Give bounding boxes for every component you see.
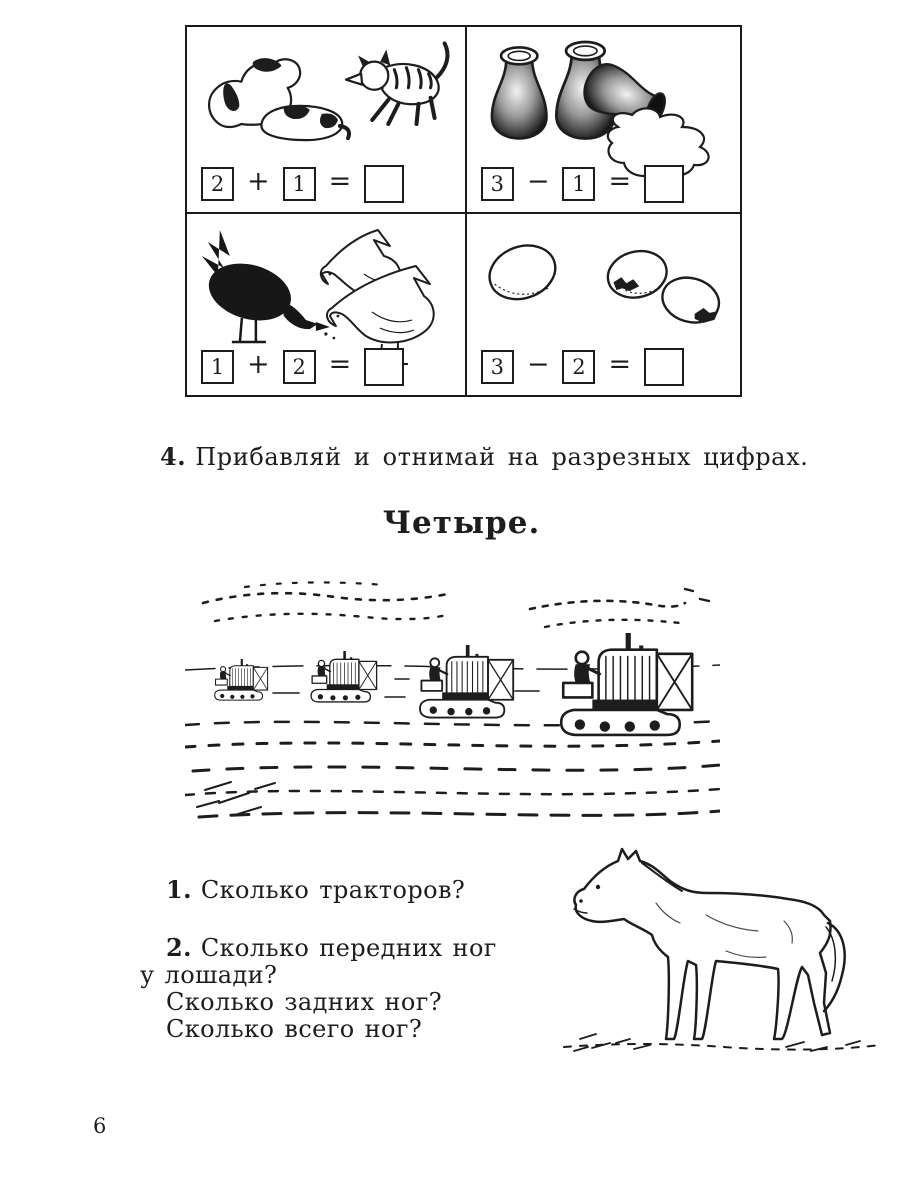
bird-flocks (203, 582, 709, 627)
leaping-striped-kitten (346, 43, 447, 124)
number-box: 1 (201, 350, 234, 384)
answer-box (644, 348, 684, 386)
instruction-text: Прибавляй и отнимай на разрезных цифрах. (195, 443, 809, 471)
answer-box (644, 165, 684, 203)
minus-sign: − (526, 166, 550, 198)
equation-row (481, 165, 684, 203)
three-eggs (482, 237, 724, 329)
question-1 (140, 876, 580, 904)
horse-ground (564, 1034, 880, 1051)
spacer (140, 904, 580, 934)
equation-row (201, 348, 404, 386)
tractor-3 (420, 645, 513, 718)
question-2-line-1 (140, 934, 580, 962)
number-box: 2 (201, 167, 234, 201)
answer-box (364, 348, 404, 386)
horse-illustration (556, 843, 891, 1068)
exercise-grid (185, 25, 742, 397)
section-heading: Четыре. (382, 505, 541, 541)
question-2-line-2: у лошади? (140, 961, 278, 989)
question-1-text: Сколько тракторов? (200, 876, 466, 904)
minus-sign: − (526, 349, 550, 381)
answer-box (364, 165, 404, 203)
exercise-cell-jugs (467, 27, 740, 214)
tractor-4 (561, 633, 692, 735)
question-2-line-4: Сколько всего ног? (166, 1015, 423, 1043)
plus-sign: + (247, 349, 270, 381)
question-1-number: 1. (166, 875, 192, 904)
black-hen-pecking (202, 230, 335, 342)
plus-sign: + (247, 166, 270, 198)
number-box: 1 (562, 167, 595, 201)
exercise-cell-hens (187, 214, 467, 395)
standing-jug-1 (492, 47, 547, 138)
questions-block (140, 876, 580, 1043)
number-box: 2 (562, 350, 595, 384)
equals-sign: = (608, 349, 632, 381)
page-number: 6 (93, 1114, 107, 1138)
number-box: 1 (283, 167, 316, 201)
instruction-line (160, 442, 809, 471)
number-box: 2 (283, 350, 316, 384)
horse-body (574, 849, 845, 1039)
number-box: 3 (481, 167, 514, 201)
question-2-line-3: Сколько задних ног? (166, 988, 443, 1016)
equation-row (481, 348, 684, 386)
equals-sign: = (328, 166, 352, 198)
tractors-field-illustration (185, 575, 720, 830)
equation-row (201, 165, 404, 203)
question-2-text: Сколько передних ног (200, 934, 497, 962)
equals-sign: = (608, 166, 632, 198)
white-hens-pecking (321, 230, 434, 366)
tractor-1 (215, 659, 268, 700)
curled-puppy-and-kitten (209, 58, 349, 140)
number-box: 3 (481, 350, 514, 384)
exercise-cell-pets (187, 27, 467, 214)
tractor-2 (311, 651, 377, 702)
question-2-number: 2. (166, 933, 192, 962)
instruction-number: 4. (160, 442, 187, 471)
exercise-cell-eggs (467, 214, 740, 395)
equals-sign: = (328, 349, 352, 381)
